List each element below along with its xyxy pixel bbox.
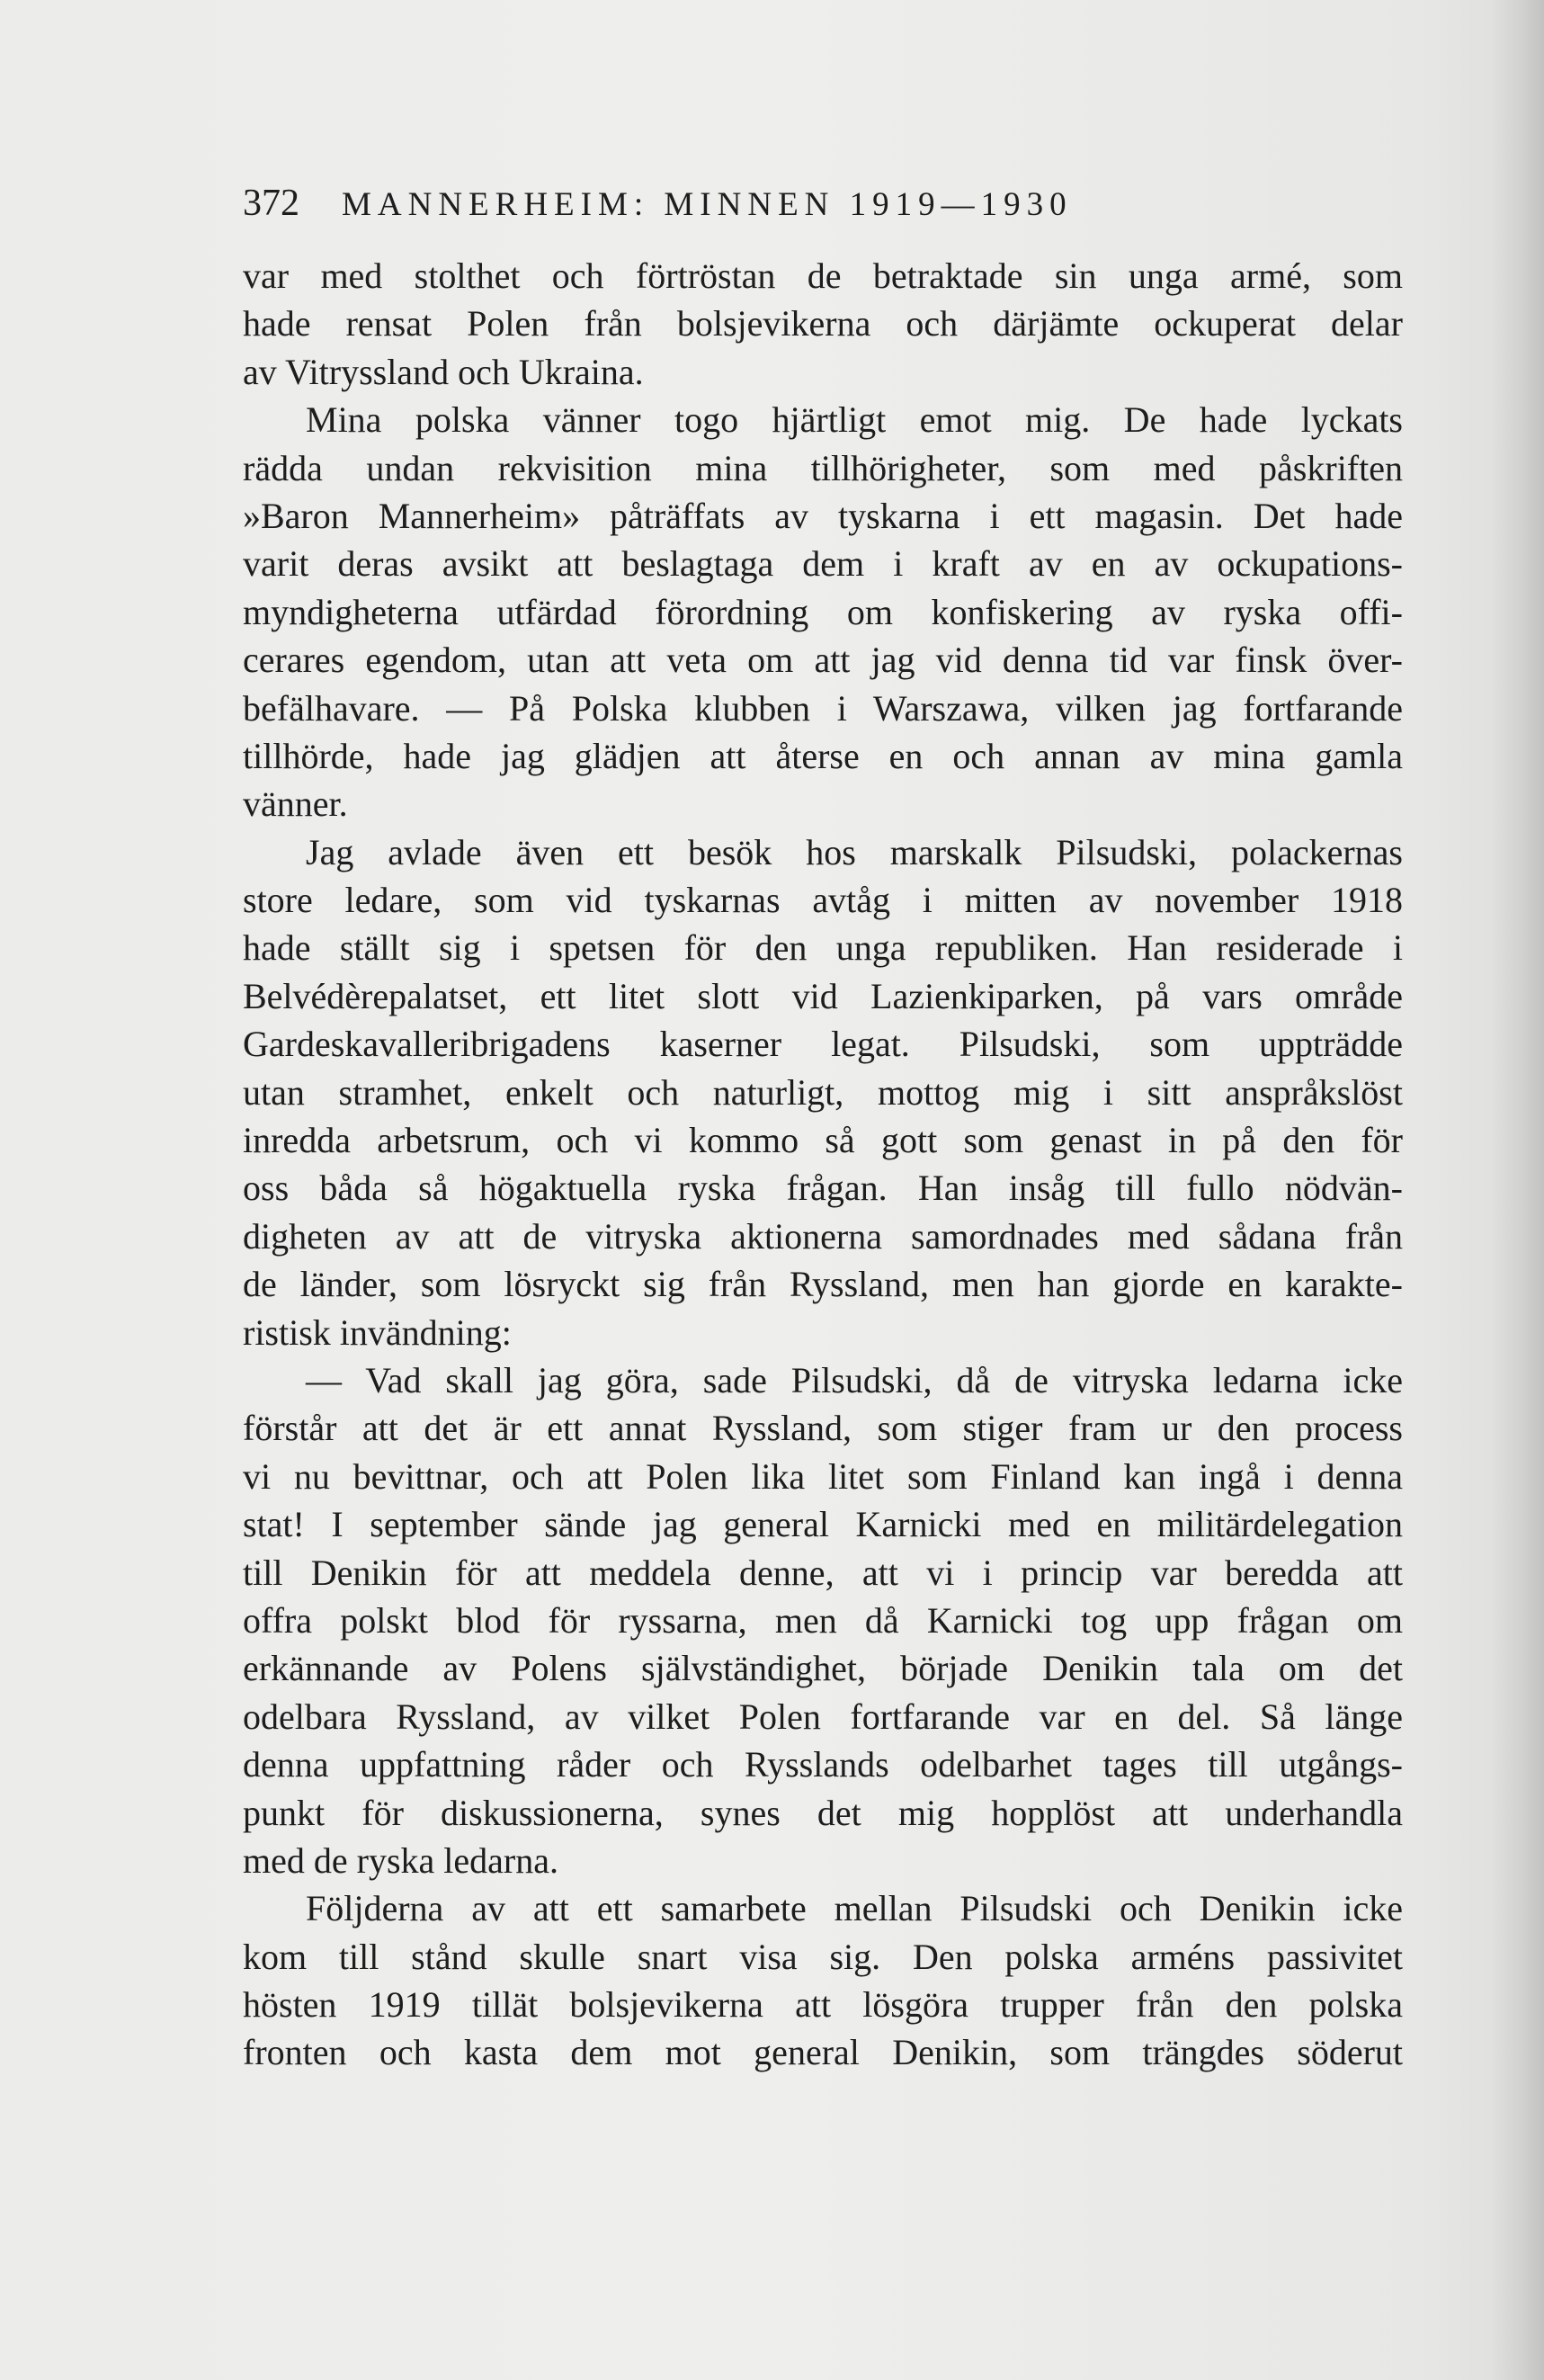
text-line: store ledare, som vid tyskarnas avtåg i mitten av november 1918 <box>243 880 1403 921</box>
text-line: Följderna av att ett samarbete mellan Pilsudski och Denikin icke <box>306 1888 1403 1929</box>
text-line: med de ryska ledarna. <box>243 1839 558 1881</box>
page-edge-shadow <box>1490 0 1544 2380</box>
text-line: cerares egendom, utan att veta om att jag vid denna tid var finsk över- <box>243 640 1403 681</box>
text-line: tillhörde, hade jag glädjen att återse en och annan av mina gamla <box>243 735 1403 776</box>
text-line: stat! I september sände jag general Karnicki med en militärdelegation <box>243 1504 1403 1545</box>
page-number: 372 <box>243 183 299 224</box>
text-line: Belvédèrepalatset, ett litet slott vid Lazienkiparken, på vars område <box>243 975 1403 1016</box>
text-line: odelbara Ryssland, av vilket Polen fortfarande var en del. Så länge <box>243 1696 1403 1737</box>
text-line: digheten av att de vitryska aktionerna samordnades med sådana från <box>243 1215 1403 1257</box>
text-line: oss båda så högaktuella ryska frågan. Han insåg till fullo nödvän- <box>243 1168 1403 1209</box>
text-line: denna uppfattning råder och Rysslands odelbarhet tages till utgångs- <box>243 1744 1403 1785</box>
text-line: — Vad skall jag göra, sade Pilsudski, då de vitryska ledarna icke <box>306 1359 1403 1400</box>
text-line: utan stramhet, enkelt och naturligt, mottog mig i sitt anspråkslöst <box>243 1071 1403 1113</box>
text-line: hade rensat Polen från bolsjevikerna och därjämte ockuperat delar <box>243 303 1403 344</box>
text-line: kom till stånd skulle snart visa sig. Den polska arméns passivitet <box>243 1936 1403 1977</box>
text-line: »Baron Mannerheim» påträffats av tyskarna i ett magasin. Det hade <box>243 495 1403 536</box>
text-line: vänner. <box>243 783 348 825</box>
text-line: av Vitryssland och Ukraina. <box>243 351 644 392</box>
text-line: ristisk invändning: <box>243 1311 512 1353</box>
text-line: vi nu bevittnar, och att Polen lika litet som Finland kan ingå i denna <box>243 1455 1403 1497</box>
text-line: varit deras avsikt att beslagtaga dem i kraft av en av ockupations- <box>243 543 1403 585</box>
text-line: inredda arbetsrum, och vi kommo så gott som genast in på den för <box>243 1120 1403 1161</box>
text-line: offra polskt blod för ryssarna, men då Karnicki tog upp frågan om <box>243 1599 1403 1641</box>
running-header <box>243 176 1457 230</box>
text-line: rädda undan rekvisition mina tillhörigheter, som med påskriften <box>243 447 1403 488</box>
text-line: hade ställt sig i spetsen för den unga republiken. Han residerade i <box>243 927 1403 969</box>
text-line: hösten 1919 tillät bolsjevikerna att lösgöra trupper från den polska <box>243 1984 1403 2026</box>
text-line: Gardeskavalleribrigadens kaserner legat. Pilsudski, som uppträdde <box>243 1024 1403 1065</box>
text-line: fronten och kasta dem mot general Denikin, som trängdes söderut <box>243 2032 1403 2073</box>
text-line: Mina polska vänner togo hjärtligt emot mig. De hade lyckats <box>306 399 1403 441</box>
text-line: befälhavare. — På Polska klubben i Warszawa, vilken jag fortfarande <box>243 687 1403 729</box>
text-line: till Denikin för att meddela denne, att vi i princip var beredda att <box>243 1552 1403 1593</box>
running-title: MANNERHEIM: MINNEN 1919—1930 <box>342 186 1073 223</box>
text-line: var med stolthet och förtröstan de betraktade sin unga armé, som <box>243 255 1403 296</box>
text-line: erkännande av Polens självständighet, började Denikin tala om det <box>243 1648 1403 1689</box>
body-text <box>243 252 1403 2077</box>
text-line: punkt för diskussionerna, synes det mig hopplöst att underhandla <box>243 1792 1403 1833</box>
text-line: de länder, som lösryckt sig från Ryssland, men han gjorde en karakte- <box>243 1264 1403 1305</box>
text-line: myndigheterna utfärdad förordning om konfiskering av ryska offi- <box>243 591 1403 632</box>
text-line: Jag avlade även ett besök hos marskalk Pilsudski, polackernas <box>306 831 1403 872</box>
text-line: förstår att det är ett annat Ryssland, som stiger fram ur den process <box>243 1408 1403 1449</box>
